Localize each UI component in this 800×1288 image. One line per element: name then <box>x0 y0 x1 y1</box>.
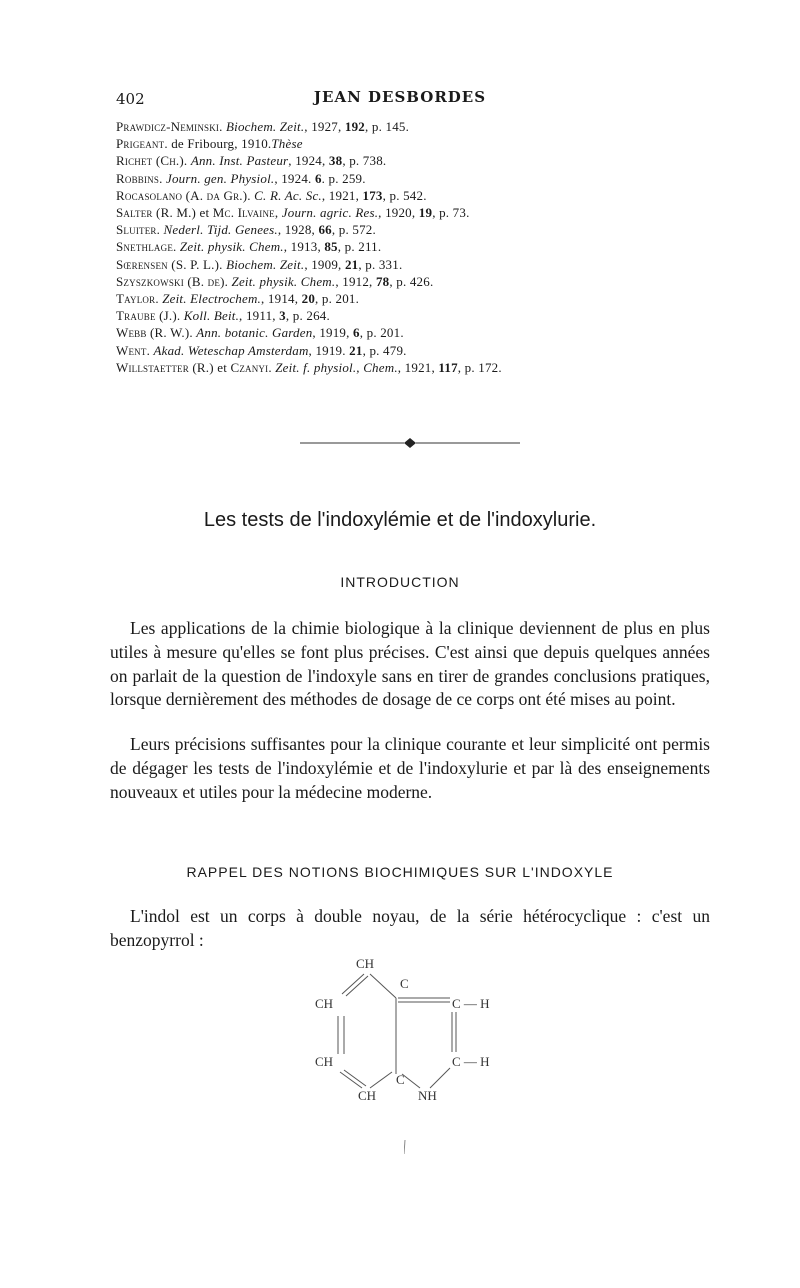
reference-entry <box>116 118 716 135</box>
reference-author: Webb (R. W.). <box>116 325 193 341</box>
reference-year: , 1928, <box>277 222 319 238</box>
rappel-paragraph: L'indol est un corps à double noyau, de la série hétérocyclique : c'est un benzopyrrol : <box>110 906 710 950</box>
reference-entry <box>116 135 716 152</box>
reference-year: , 1912, <box>335 273 376 289</box>
reference-year: , 1921, <box>397 359 439 375</box>
reference-author: Prigeant. <box>116 136 168 152</box>
reference-volume: 6 <box>353 325 360 341</box>
reference-year: , 1914, <box>261 291 302 307</box>
reference-author: Prawdicz-Neminski. <box>116 119 223 134</box>
reference-year: , 1924, <box>288 153 329 169</box>
reference-author: Taylor. <box>116 291 159 307</box>
reference-volume: 19 <box>418 205 433 221</box>
reference-entry <box>116 256 716 273</box>
reference-author: Sluiter. <box>116 222 161 238</box>
reference-volume: 6 <box>314 170 322 186</box>
reference-journal: C. R. Ac. Sc. <box>254 187 322 203</box>
reference-author: Rocasolano (A. da Gr.). <box>116 187 251 203</box>
reference-year: , 1920, <box>378 205 419 221</box>
formula-left-lower-ch: CH <box>315 1054 334 1069</box>
reference-volume: 66 <box>318 222 332 238</box>
reference-year: , 1911, <box>239 308 280 324</box>
reference-author2: Mc. Ilvaine, <box>212 205 279 221</box>
reference-entry <box>116 204 716 221</box>
reference-volume: 117 <box>438 359 458 375</box>
reference-volume: 21 <box>349 342 363 358</box>
reference-volume: 21 <box>344 256 359 272</box>
reference-entry <box>116 221 716 238</box>
reference-volume: 3 <box>279 308 286 324</box>
reference-page: , p. 426. <box>389 273 434 289</box>
reference-year: , 1913, <box>283 239 325 255</box>
formula-left-upper-ch: CH <box>315 996 334 1011</box>
reference-author: Richet (Ch.). <box>116 153 188 169</box>
reference-journal: Journ. gen. Physiol. <box>165 170 275 186</box>
reference-author: Went. <box>116 342 151 358</box>
reference-year: , 1909, <box>304 256 345 272</box>
reference-page: , p. 201. <box>315 291 360 307</box>
reference-entry <box>116 342 716 359</box>
formula-nh: NH <box>418 1088 437 1103</box>
formula-lower-c: C <box>396 1072 405 1087</box>
section-separator <box>300 437 530 449</box>
running-head: JEAN DESBORDES <box>313 88 487 106</box>
reference-author: Szyszkowski (B. de). <box>116 273 229 289</box>
reference-journal: Biochem. Zeit. <box>226 256 305 272</box>
reference-journal: Ann. botanic. Garden <box>196 325 313 341</box>
reference-page: , p. 73. <box>432 205 470 221</box>
reference-mid: de Fribourg, 1910. <box>167 136 272 152</box>
reference-volume: 192 <box>344 119 366 134</box>
reference-year: , 1921, <box>321 187 363 203</box>
reference-year: , 1927, <box>304 119 345 134</box>
reference-page: , p. 145. <box>365 119 410 134</box>
reference-author2: Czanyi. <box>230 359 272 375</box>
intro-paragraph-2: Leurs précisions suffisantes pour la clinique courante et leur simplicité ont permis de dégager les tests de l'indoxylémie et de l'indoxylurie et par là des enseignements nouveaux et utiles pour la médecine moderne. <box>110 734 710 802</box>
reference-page: , p. 172. <box>457 359 502 375</box>
reference-author: Sœrensen (S. P. L.). <box>116 256 223 272</box>
reference-page: , p. 479. <box>362 342 407 358</box>
reference-page: , p. 201. <box>359 325 404 341</box>
page-number: 402 <box>116 90 145 108</box>
intro-paragraph-1: Les applications de la chimie biologique à la clinique deviennent de plus en plus utiles à mesure qu'elles se font plus précises. C'est ainsi que depuis quelques années on parlait de la question de l'indoxyle sans en tirer de grandes conclusions pratiques, lorsque dernièrement des méthodes de dosage de ce corps ont été mises au point. <box>110 618 710 710</box>
reference-author: Willstaetter (R.) <box>116 359 214 375</box>
reference-page: , p. 572. <box>331 222 376 238</box>
reference-volume: 38 <box>328 153 343 169</box>
reference-journal: Koll. Beit. <box>183 308 240 324</box>
reference-year: , 1919. <box>308 342 350 358</box>
intro-heading: INTRODUCTION <box>340 574 460 590</box>
reference-author: Traube (J.). <box>116 308 181 324</box>
reference-journal: Zeit. physik. Chem. <box>231 273 336 289</box>
reference-mid: et <box>196 205 213 221</box>
stray-mark <box>404 1140 406 1154</box>
reference-author: Snethlage. <box>116 239 177 255</box>
article-title: Les tests de l'indoxylémie et de l'indoxylurie. <box>203 509 597 531</box>
reference-mid: et <box>213 359 231 375</box>
reference-author: Salter (R. M.) <box>116 205 197 221</box>
reference-journal: Biochem. Zeit. <box>226 119 305 134</box>
reference-page: , p. 264. <box>285 308 330 324</box>
reference-volume: 20 <box>301 291 316 307</box>
reference-journal: Ann. Inst. Pasteur <box>190 153 289 169</box>
reference-volume: 173 <box>362 187 383 203</box>
reference-entry <box>116 170 716 187</box>
reference-list <box>116 118 716 376</box>
formula-top-ch: CH <box>356 956 375 971</box>
reference-page: . p. 259. <box>321 170 366 186</box>
formula-right-upper: C — H <box>452 996 490 1011</box>
reference-entry <box>116 187 716 204</box>
formula-right-lower: C — H <box>452 1054 490 1069</box>
reference-year: , 1919, <box>312 325 354 341</box>
reference-entry <box>116 290 716 307</box>
reference-volume: 78 <box>375 273 390 289</box>
reference-entry <box>116 273 716 290</box>
reference-journal: Journ. agric. Res. <box>281 205 379 221</box>
reference-page: , p. 211. <box>337 239 382 255</box>
reference-year: , 1924. <box>274 170 315 186</box>
reference-entry <box>116 359 716 376</box>
reference-entry <box>116 307 716 324</box>
reference-page: , p. 542. <box>382 187 427 203</box>
reference-journal: Zeit. Electrochem. <box>162 291 262 307</box>
reference-journal: Zeit. physik. Chem. <box>179 239 284 255</box>
reference-volume: 85 <box>324 239 338 255</box>
reference-page: , p. 331. <box>358 256 403 272</box>
reference-author: Robbins. <box>116 170 163 186</box>
reference-journal: Akad. Weteschap Amsterdam <box>153 342 309 358</box>
rappel-heading: RAPPEL DES NOTIONS BIOCHIMIQUES SUR L'INDOXYLE <box>186 864 614 880</box>
reference-journal: Zeit. f. physiol., Chem. <box>275 359 398 375</box>
formula-upper-c: C <box>400 976 409 991</box>
reference-entry <box>116 324 716 341</box>
reference-entry <box>116 238 716 255</box>
reference-journal: Nederl. Tijd. Genees. <box>163 222 278 238</box>
reference-entry <box>116 152 716 169</box>
reference-page: , p. 738. <box>342 153 387 169</box>
indole-structural-formula <box>300 950 530 1110</box>
formula-bottom-ch: CH <box>358 1088 377 1103</box>
reference-journal: Thèse <box>271 136 303 152</box>
